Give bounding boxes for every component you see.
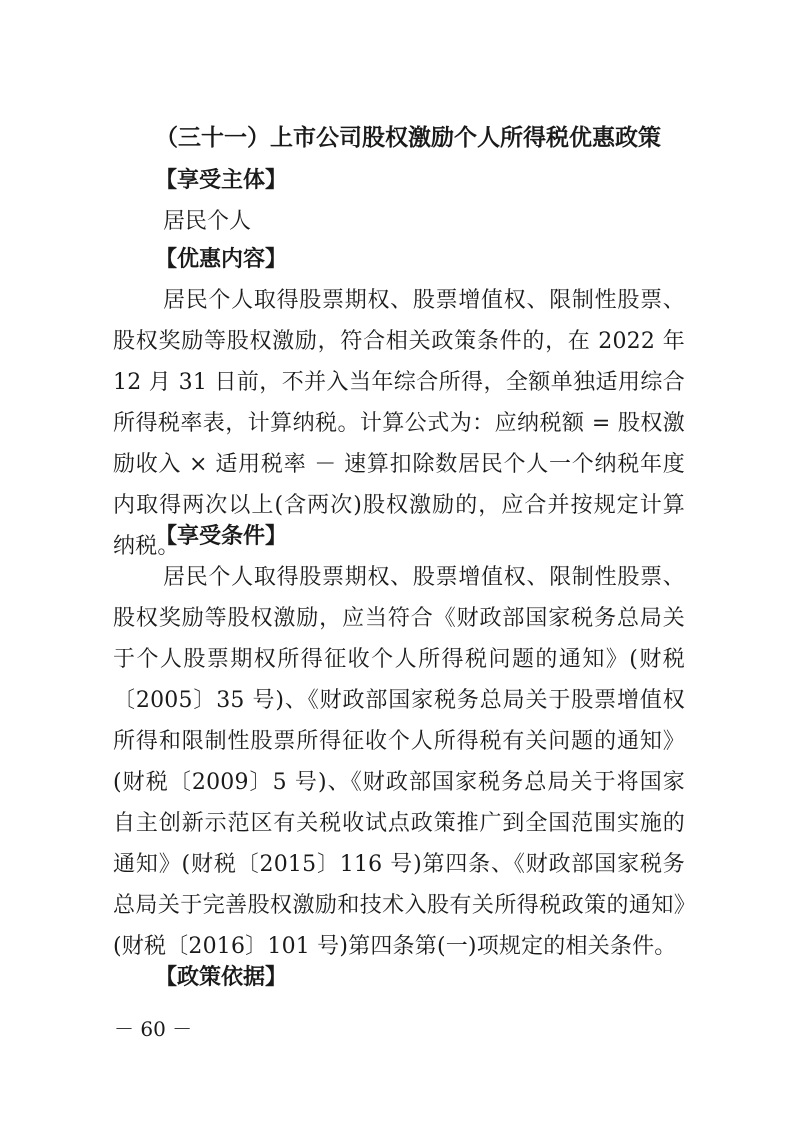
conditions-paragraph: 居民个人取得股票期权、股票增值权、限制性股票、股权奖励等股权激励，应当符合《财政部国家税务总局关于个人股票期权所得征收个人所得税问题的通知》(财税〔2005〕35 号)、《财政部国家税务总局关于股票增值权所得和限制性股票所得征收个人所得税有关问题的通知》(财税〔2009〕5 号)、《财政部国家税务总局关于将国家自主创新示范区有关税收试点政策推广到全国范围实施的通知》(财税〔2015〕116 号)第四条、《财政部国家税务总局关于完善股权激励和技术入股有关所得税政策的通知》(财税〔2016〕101 号)第四条第(一)项规定的相关条件。 — [113, 565, 685, 959]
subject-text: 居民个人 — [163, 209, 252, 234]
content-heading: 【优惠内容】 — [155, 247, 288, 272]
basis-heading: 【政策依据】 — [155, 965, 288, 990]
section-title: （三十一）上市公司股权激励个人所得税优惠政策 — [155, 125, 661, 151]
subject-heading: 【享受主体】 — [155, 168, 288, 193]
page-number: － 60 － — [114, 1017, 193, 1041]
conditions-heading: 【享受条件】 — [155, 524, 288, 549]
content-paragraph: 居民个人取得股票期权、股票增值权、限制性股票、股权奖励等股权激励，符合相关政策条件的，在 2022 年 12 月 31 日前，不并入当年综合所得，全额单独适用综合所得税率表，计算纳税。计算公式为：应纳税额 = 股权激励收入 × 适用税率 － 速算扣除数居民个人一个纳税年度内取得两次以上(含两次)股权激励的，应合并按规定计算纳税。 — [113, 288, 685, 559]
